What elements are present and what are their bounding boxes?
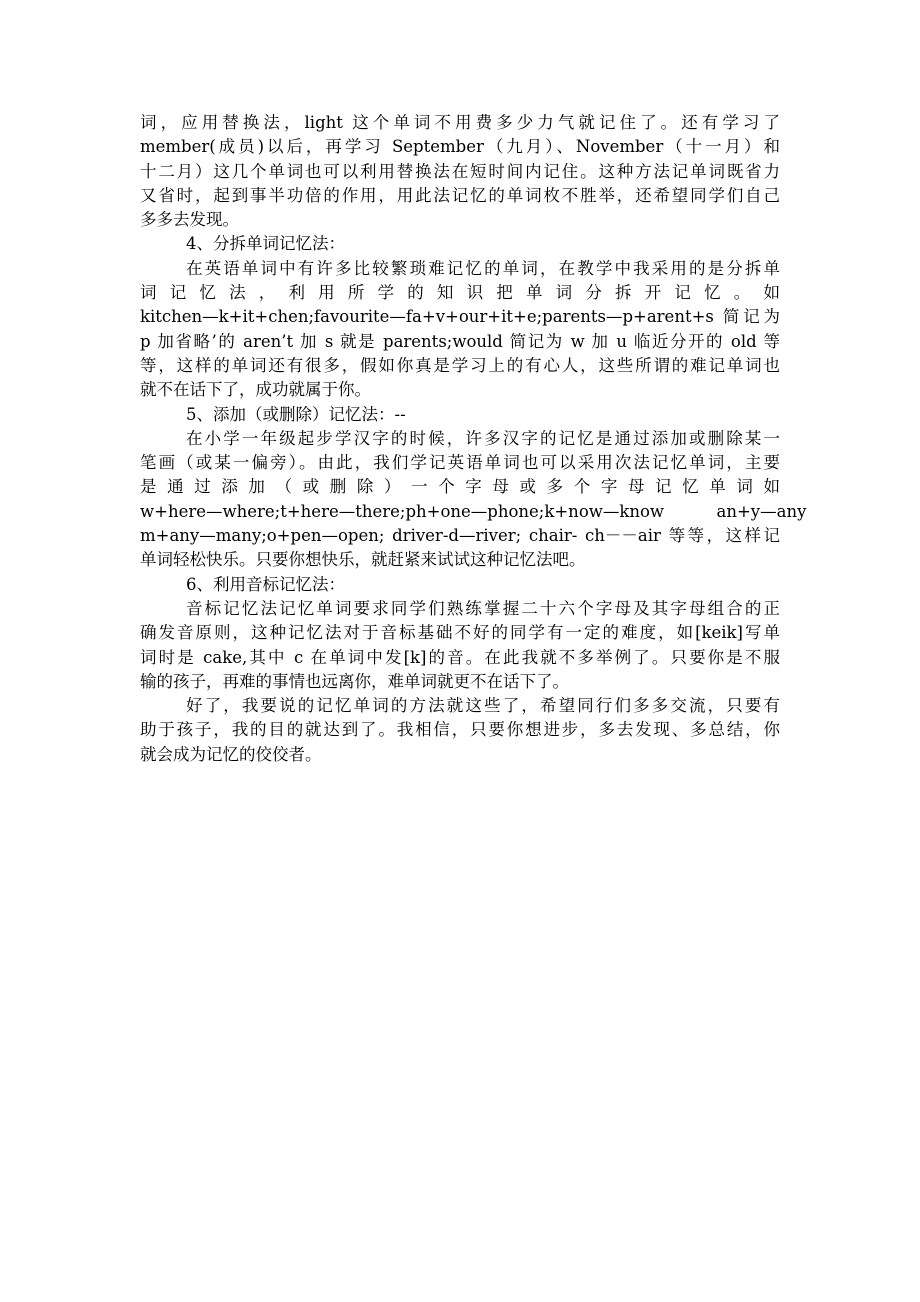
text-line: m+any—many;o+pen—open; driver-d—river; chair- ch－－air 等等，这样记: [140, 526, 780, 546]
document-body: [140, 111, 807, 767]
text-line: 好了，我要说的记忆单词的方法就这些了，希望同行们多多交流，只要有: [186, 696, 780, 716]
text-line: 在英语单词中有许多比较繁琐难记忆的单词，在教学中我采用的是分拆单: [186, 258, 780, 278]
text-line: 词，应用替换法，light 这个单词不用费多少力气就记住了。还有学习了: [140, 113, 780, 132]
text-line: 词时是 cake,其中 c 在单词中发[k]的音。在此我就不多举例了。只要你是不服: [140, 647, 780, 667]
text-line: 输的孩子，再难的事情也远离你，难单词就更不在话下了。: [140, 671, 569, 691]
section-5-paragraph: [140, 427, 807, 573]
closing-paragraph: [140, 694, 780, 767]
section-heading-5: 5、添加（或删除）记忆法：--: [186, 404, 406, 424]
text-line: 单词轻松快乐。只要你想快乐，就赶紧来试试这种记忆法吧。: [140, 550, 586, 570]
text-line: 就不在话下了，成功就属于你。: [140, 380, 371, 400]
text-line: w+here—where;t+here—there;ph+one—phone;k+now—know an+y—any: [140, 501, 807, 521]
text-line: 音标记忆法记忆单词要求同学们熟练掌握二十六个字母及其字母组合的正: [186, 598, 780, 618]
section-4-paragraph: [140, 257, 780, 403]
section-6-paragraph: [140, 597, 780, 694]
text-line: 等，这样的单词还有很多，假如你真是学习上的有心人，这些所谓的难记单词也: [140, 355, 780, 375]
text-line: 笔画（或某一偏旁）。由此，我们学记英语单词也可以采用次法记忆单词，主要: [140, 453, 780, 473]
text-line: 多多去发现。: [140, 210, 239, 230]
text-line: kitchen—k+it+chen;favourite—fa+v+our+it+e;parents—p+arent+s 简记为: [140, 307, 780, 327]
text-line: p 加省略’的 aren’t 加 s 就是 parents;would 简记为 w 加 u 临近分开的 old 等: [140, 331, 780, 351]
text-line: 在小学一年级起步学汉字的时候，许多汉字的记忆是通过添加或删除某一: [186, 428, 780, 448]
text-line: 就会成为记忆的佼佼者。: [140, 744, 322, 764]
text-line: 是 通 过 添 加 （ 或 删 除 ） 一 个 字 母 或 多 个 字 母 记 忆 单 词 如: [140, 477, 780, 497]
intro-paragraph: [140, 111, 780, 232]
text-line: 助于孩子，我的目的就达到了。我相信，只要你想进步，多去发现、多总结，你: [140, 720, 780, 740]
text-line: member(成员)以后，再学习 September（九月）、November（十一月）和: [140, 137, 780, 157]
text-line: 确发音原则，这种记忆法对于音标基础不好的同学有一定的难度，如[keik]写单: [140, 623, 780, 643]
text-line: 又省时，起到事半功倍的作用，用此法记忆的单词枚不胜举，还希望同学们自己: [140, 185, 780, 205]
section-heading-4: 4、分拆单词记忆法：: [186, 234, 345, 254]
text-line: 十二月）这几个单词也可以利用替换法在短时间内记住。这种方法记单词既省力: [140, 161, 780, 181]
section-heading-6: 6、利用音标记忆法：: [186, 574, 345, 594]
text-line: 词 记 忆 法 ， 利 用 所 学 的 知 识 把 单 词 分 拆 开 记 忆 。 如: [140, 283, 780, 303]
